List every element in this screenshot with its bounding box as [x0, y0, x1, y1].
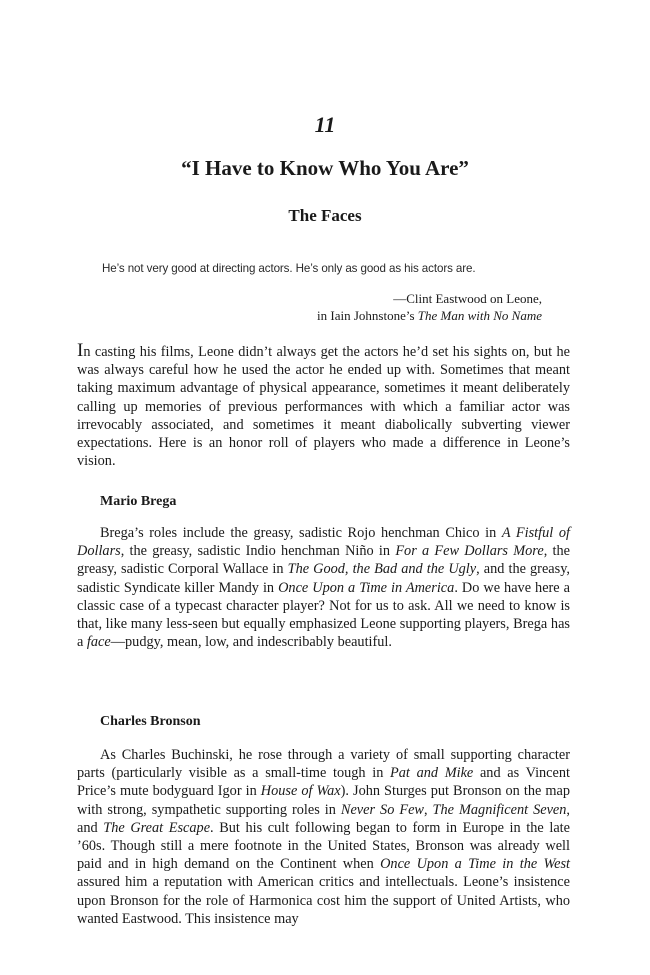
- italic-title-segment: Pat and Mike: [390, 765, 474, 782]
- section-heading-bronson: Charles Bronson: [100, 714, 201, 729]
- text-segment: , the greasy, sadistic Indio henchman Niño in: [120, 543, 396, 560]
- chapter-title: “I Have to Know Who You Are”: [181, 156, 469, 180]
- attribution-line-2: [260, 307, 542, 324]
- epigraph-attribution: [260, 290, 542, 324]
- section-paragraph-brega: [77, 524, 570, 651]
- italic-title-segment: Once Upon a Time in the West: [380, 856, 570, 873]
- italic-title-segment: The Good, the Bad and the Ugly: [287, 561, 477, 578]
- italic-title-segment: Once Upon a Time in America: [278, 579, 455, 596]
- chapter-number: 11: [314, 112, 336, 137]
- italic-title-segment: face: [86, 634, 111, 651]
- text-segment: Brega’s roles include the greasy, sadistic Rojo henchman Chico in: [100, 525, 502, 541]
- text-segment: , and the greasy, sadistic Syndicate killer Mandy in: [77, 561, 570, 596]
- italic-title-segment: The Magnificent Seven: [432, 801, 567, 818]
- section-heading-brega: Mario Brega: [100, 494, 177, 509]
- italic-title-segment: Never So Few: [340, 801, 424, 818]
- text-segment: assured him a reputation with American critics and intellectuals. Leone’s insistence upon Bronson for the role of Harmonica cost him the support of United Artists, who wanted Eastwood. This insistence may: [77, 874, 570, 927]
- text-segment: As Charles Buchinski, he rose through a variety of small supporting character parts (particularly visible as a small-time tough in: [77, 747, 570, 782]
- drop-cap: I: [77, 340, 84, 361]
- italic-title-segment: For a Few Dollars More: [395, 543, 544, 560]
- text-segment: . Do we have here a classic case of a typecast character player? Not for us to ask. All we need to know is that, like many less-seen but equally emphasized Leone supporting players, Brega has a: [77, 579, 570, 651]
- italic-title-segment: The Great Escape: [103, 819, 211, 836]
- text-segment: , the greasy, sadistic Corporal Wallace in: [77, 543, 571, 578]
- italic-title-segment: House of Wax: [260, 783, 341, 800]
- text-segment: ,: [423, 801, 433, 818]
- text-segment: ). John Sturges put Bronson on the map with strong, sympathetic supporting roles in: [77, 783, 570, 818]
- section-paragraph-bronson: [77, 746, 570, 928]
- epigraph-quote: He’s not very good at directing actors. He’s only as good as his actors are.: [102, 262, 476, 275]
- text-segment: . But his cult following began to form in Europe in the late ’60s. Though still a mere footnote in the United States, Bronson was already well paid and in high demand on the Continent when: [77, 819, 571, 873]
- text-segment: , and: [77, 801, 570, 836]
- intro-paragraph: [77, 342, 570, 470]
- chapter-subtitle: The Faces: [288, 206, 362, 225]
- text-segment: —pudgy, mean, low, and indescribably beautiful.: [110, 634, 392, 651]
- text-segment: and as Vincent Price’s mute bodyguard Igor in: [77, 765, 570, 800]
- attribution-prefix: in Iain Johnstone’s: [317, 308, 418, 323]
- italic-title-segment: A Fistful of Dollars: [77, 525, 570, 560]
- attribution-line-1: —Clint Eastwood on Leone,: [393, 291, 542, 306]
- attribution-book-title: The Man with No Name: [417, 308, 542, 323]
- intro-text: n casting his films, Leone didn’t always get the actors he’d set his sights on, but he was always careful how he used the actor he ended up with. Sometimes that meant taking maximum advantage of physical appearance, sometimes it meant deliberately calling up memories of previous performances with which a familiar actor was irrevocably associated, and sometimes it meant diabolically subverting viewer expectations. Here is an honor roll of players who made a difference in Leone’s vision.: [77, 344, 570, 470]
